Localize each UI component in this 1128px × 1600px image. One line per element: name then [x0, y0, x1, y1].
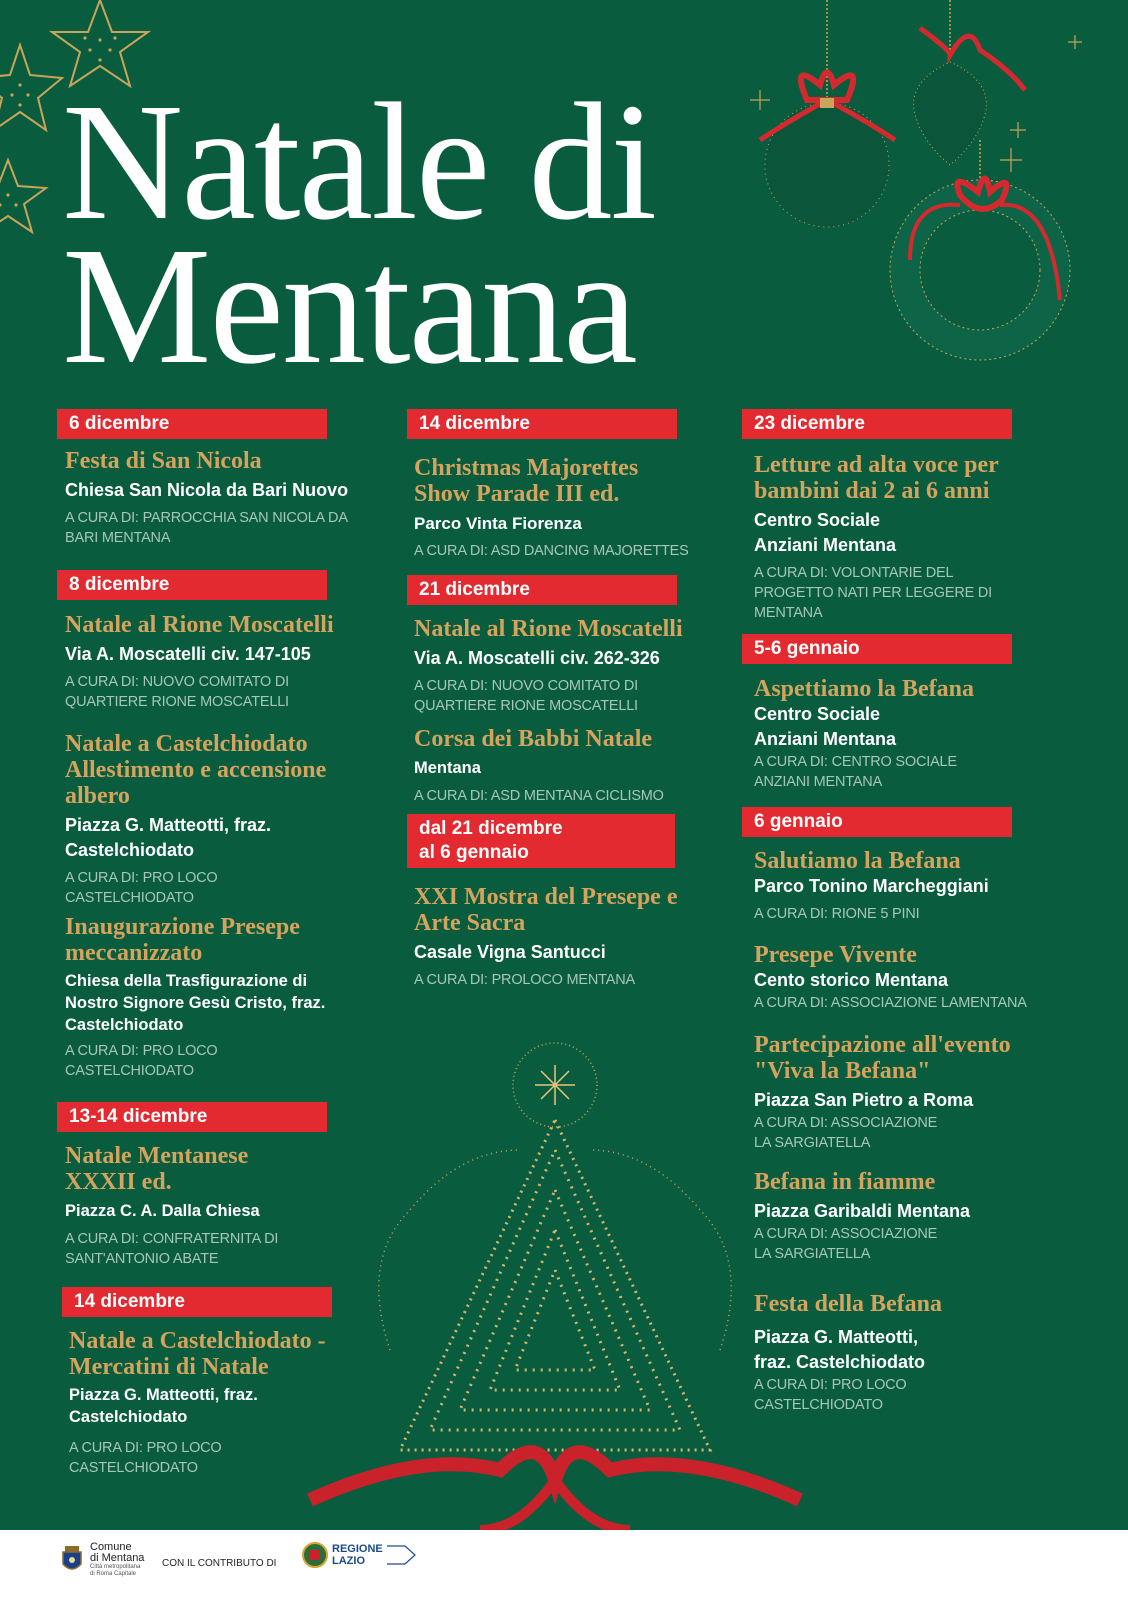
regione-name-1: REGIONE	[332, 1543, 383, 1555]
event-organizer: A CURA DI: NUOVO COMITATO DI QUARTIERE RIONE MOSCATELLI	[414, 678, 639, 714]
event-title: Letture ad alta voce per bambini dai 2 ai 6 anni	[754, 452, 999, 504]
event-title: Natale al Rione Moscatelli	[65, 612, 334, 638]
event-item	[65, 914, 355, 1081]
event-organizer: A CURA DI: PARROCCHIA SAN NICOLA DA BARI MENTANA	[65, 510, 348, 546]
event-place: Parco Tonino Marcheggiani	[754, 876, 989, 896]
event-organizer: A CURA DI: VOLONTARIE DEL PROGETTO NATI PER LEGGERE DI MENTANA	[754, 565, 992, 621]
event-place: Chiesa della Trasfigurazione di Nostro Signore Gesù Cristo, fraz. Castelchiodato	[65, 972, 326, 1034]
event-place: Casale Vigna Santucci	[414, 942, 606, 962]
event-item	[414, 455, 714, 561]
date-banner: 14 dicembre	[407, 409, 677, 439]
event-organizer: A CURA DI: ASD MENTANA CICLISMO	[414, 788, 664, 804]
contribution-label: CON IL CONTRIBUTO DI	[162, 1558, 277, 1569]
regione-emblem-icon	[302, 1542, 328, 1568]
event-item	[65, 448, 395, 548]
date-banner: 13-14 dicembre	[57, 1102, 327, 1132]
date-banner: 6 gennaio	[742, 807, 1012, 837]
date-banner: 8 dicembre	[57, 570, 327, 600]
event-place: Chiesa San Nicola da Bari Nuovo	[65, 480, 349, 500]
event-title: Natale a Castelchiodato - Mercatini di Natale	[69, 1328, 326, 1380]
event-place: Centro Sociale Anziani Mentana	[754, 704, 897, 749]
event-item	[754, 1032, 1074, 1153]
event-item	[754, 1291, 1074, 1415]
event-title: Natale al Rione Moscatelli	[414, 616, 683, 642]
event-place: Piazza G. Matteotti, fraz. Castelchiodato	[69, 1386, 258, 1426]
event-title: Natale a Castelchiodato Allestimento e accensione albero	[65, 731, 327, 809]
event-title: Befana in fiamme	[754, 1169, 936, 1195]
comune-name-2: di Mentana	[90, 1552, 145, 1564]
date-line-2: al 6 gennaio	[419, 842, 529, 863]
event-place: Piazza G. Matteotti, fraz. Castelchiodato	[65, 815, 272, 860]
date-banner: 21 dicembre	[407, 575, 677, 605]
event-organizer: A CURA DI: CENTRO SOCIALE ANZIANI MENTANA	[754, 754, 957, 790]
event-item	[69, 1328, 379, 1478]
event-place: Parco Vinta Fiorenza	[414, 514, 582, 533]
event-item	[754, 676, 1074, 792]
event-organizer: A CURA DI: CONFRATERNITA DI SANT'ANTONIO ABATE	[65, 1231, 279, 1267]
event-organizer: A CURA DI: PRO LOCO CASTELCHIODATO	[69, 1440, 222, 1476]
regione-arrow-icon	[387, 1542, 417, 1568]
event-organizer: A CURA DI: ASSOCIAZIONE LA SARGIATELLA	[754, 1115, 938, 1151]
event-title: Salutiamo la Befana	[754, 848, 961, 874]
event-title: Festa della Befana	[754, 1291, 942, 1317]
event-place: Piazza Garibaldi Mentana	[754, 1201, 971, 1221]
event-item	[65, 731, 385, 908]
event-item	[754, 848, 1074, 924]
event-place: Via A. Moscatelli civ. 262-326	[414, 648, 660, 668]
event-organizer: A CURA DI: NUOVO COMITATO DI QUARTIERE RIONE MOSCATELLI	[65, 674, 290, 710]
comune-logo	[60, 1542, 144, 1578]
event-place: Piazza C. A. Dalla Chiesa	[65, 1202, 260, 1220]
coat-of-arms-icon	[60, 1544, 84, 1576]
comune-sub-1: Città metropolitana	[90, 1564, 141, 1570]
event-organizer: A CURA DI: PRO LOCO CASTELCHIODATO	[754, 1377, 907, 1413]
event-organizer: A CURA DI: ASSOCIAZIONE LA SARGIATELLA	[754, 1226, 938, 1262]
event-title: Partecipazione all'evento "Viva la Befana"	[754, 1032, 1011, 1084]
bauble-ornament-icon	[750, 0, 1128, 380]
regione-name-2: LAZIO	[332, 1555, 365, 1567]
event-organizer: A CURA DI: PROLOCO MENTANA	[414, 972, 635, 988]
event-place: Mentana	[414, 759, 481, 777]
comune-name-1: Comune	[90, 1541, 132, 1553]
event-item	[414, 726, 734, 806]
event-item	[754, 942, 1074, 1013]
event-organizer: A CURA DI: ASSOCIAZIONE LAMENTANA	[754, 995, 1027, 1011]
event-title: Festa di San Nicola	[65, 448, 262, 474]
event-place: Cento storico Mentana	[754, 970, 949, 990]
date-banner	[407, 814, 675, 868]
event-title: Corsa dei Babbi Natale	[414, 726, 653, 752]
date-banner: 5-6 gennaio	[742, 634, 1012, 664]
event-organizer: A CURA DI: PRO LOCO CASTELCHIODATO	[65, 1043, 218, 1079]
footer	[0, 1530, 1128, 1600]
title-line-1: Natale di	[62, 69, 656, 255]
event-title: Inaugurazione Presepe meccanizzato	[65, 914, 300, 966]
event-organizer: A CURA DI: ASD DANCING MAJORETTES	[414, 543, 689, 559]
event-title: Presepe Vivente	[754, 942, 917, 968]
event-title: Natale Mentanese XXXII ed.	[65, 1143, 249, 1195]
event-place: Via A. Moscatelli civ. 147-105	[65, 644, 311, 664]
event-place: Piazza San Pietro a Roma	[754, 1090, 974, 1110]
event-item	[414, 616, 734, 716]
event-organizer: A CURA DI: RIONE 5 PINI	[754, 906, 920, 922]
regione-logo	[302, 1542, 417, 1568]
date-line-1: dal 21 dicembre	[419, 818, 563, 839]
event-item	[65, 1143, 395, 1269]
date-banner: 14 dicembre	[62, 1287, 332, 1317]
event-title: Aspettiamo la Befana	[754, 676, 974, 702]
event-item	[754, 452, 1074, 623]
event-item	[414, 884, 724, 990]
event-title: Christmas Majorettes Show Parade III ed.	[414, 455, 639, 507]
date-banner: 23 dicembre	[742, 409, 1012, 439]
event-item	[754, 1169, 1074, 1264]
date-banner: 6 dicembre	[57, 409, 327, 439]
event-place: Centro Sociale Anziani Mentana	[754, 510, 897, 555]
title-line-2: Mentana	[62, 213, 636, 399]
event-organizer: A CURA DI: PRO LOCO CASTELCHIODATO	[65, 870, 218, 906]
event-place: Piazza G. Matteotti, fraz. Castelchiodato	[754, 1327, 926, 1372]
comune-sub-2: di Roma Capitale	[90, 1571, 137, 1577]
event-title: XXI Mostra del Presepe e Arte Sacra	[414, 884, 678, 936]
event-item	[65, 612, 395, 712]
